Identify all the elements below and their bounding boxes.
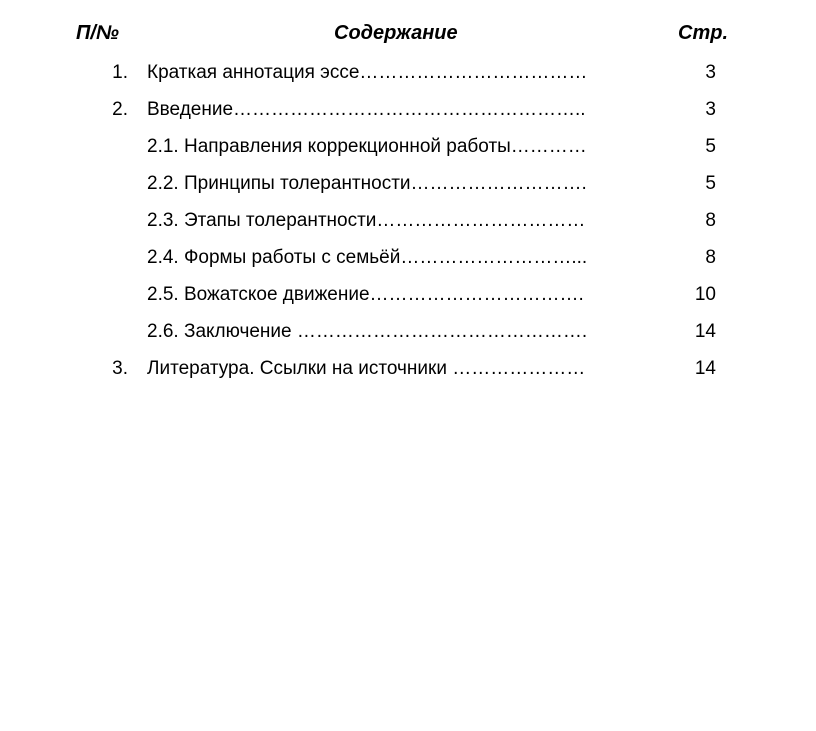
toc-row-page: 3 bbox=[705, 62, 716, 83]
toc-row bbox=[0, 319, 816, 356]
toc-row-page: 10 bbox=[694, 284, 716, 305]
toc-row-page: 5 bbox=[705, 173, 716, 194]
header-page-label: Стр. bbox=[678, 22, 728, 44]
toc-row bbox=[0, 282, 816, 319]
toc-row-title: 2.1. Направления коррекционной работы………… bbox=[147, 136, 587, 157]
toc-row bbox=[0, 356, 816, 393]
toc-row-number: 2. bbox=[112, 99, 128, 120]
toc-row bbox=[0, 97, 816, 134]
toc-row-title: Краткая аннотация эссе……………………………… bbox=[147, 62, 588, 83]
toc-row bbox=[0, 245, 816, 282]
toc-list bbox=[0, 60, 816, 393]
toc-row bbox=[0, 171, 816, 208]
toc-row-page: 8 bbox=[705, 210, 716, 231]
toc-row bbox=[0, 60, 816, 97]
toc-row-page: 14 bbox=[694, 321, 716, 342]
toc-row-page: 5 bbox=[705, 136, 716, 157]
toc-row-number: 1. bbox=[112, 62, 128, 83]
toc-row-page: 14 bbox=[694, 358, 716, 379]
header-content-label: Содержание bbox=[334, 22, 458, 44]
toc-row-title: 2.3. Этапы толерантности…………………………… bbox=[147, 210, 586, 231]
toc-row bbox=[0, 134, 816, 171]
toc-row-title: 2.6. Заключение ………………………………………. bbox=[147, 321, 588, 342]
toc-row-title: Введение……………………………………………….. bbox=[147, 99, 586, 120]
toc-row-title: Литература. Ссылки на источники ………………… bbox=[147, 358, 586, 379]
toc-row-page: 3 bbox=[705, 99, 716, 120]
toc-row-title: 2.5. Вожатское движение……………………………. bbox=[147, 284, 584, 305]
toc-row-title: 2.4. Формы работы с семьёй………………………... bbox=[147, 247, 588, 268]
toc-row bbox=[0, 208, 816, 245]
toc-row-number: 3. bbox=[112, 358, 128, 379]
toc-row-page: 8 bbox=[705, 247, 716, 268]
toc-header bbox=[0, 22, 816, 50]
toc-row-title: 2.2. Принципы толерантности………………………. bbox=[147, 173, 587, 194]
header-number-label: П/№ bbox=[76, 22, 119, 44]
